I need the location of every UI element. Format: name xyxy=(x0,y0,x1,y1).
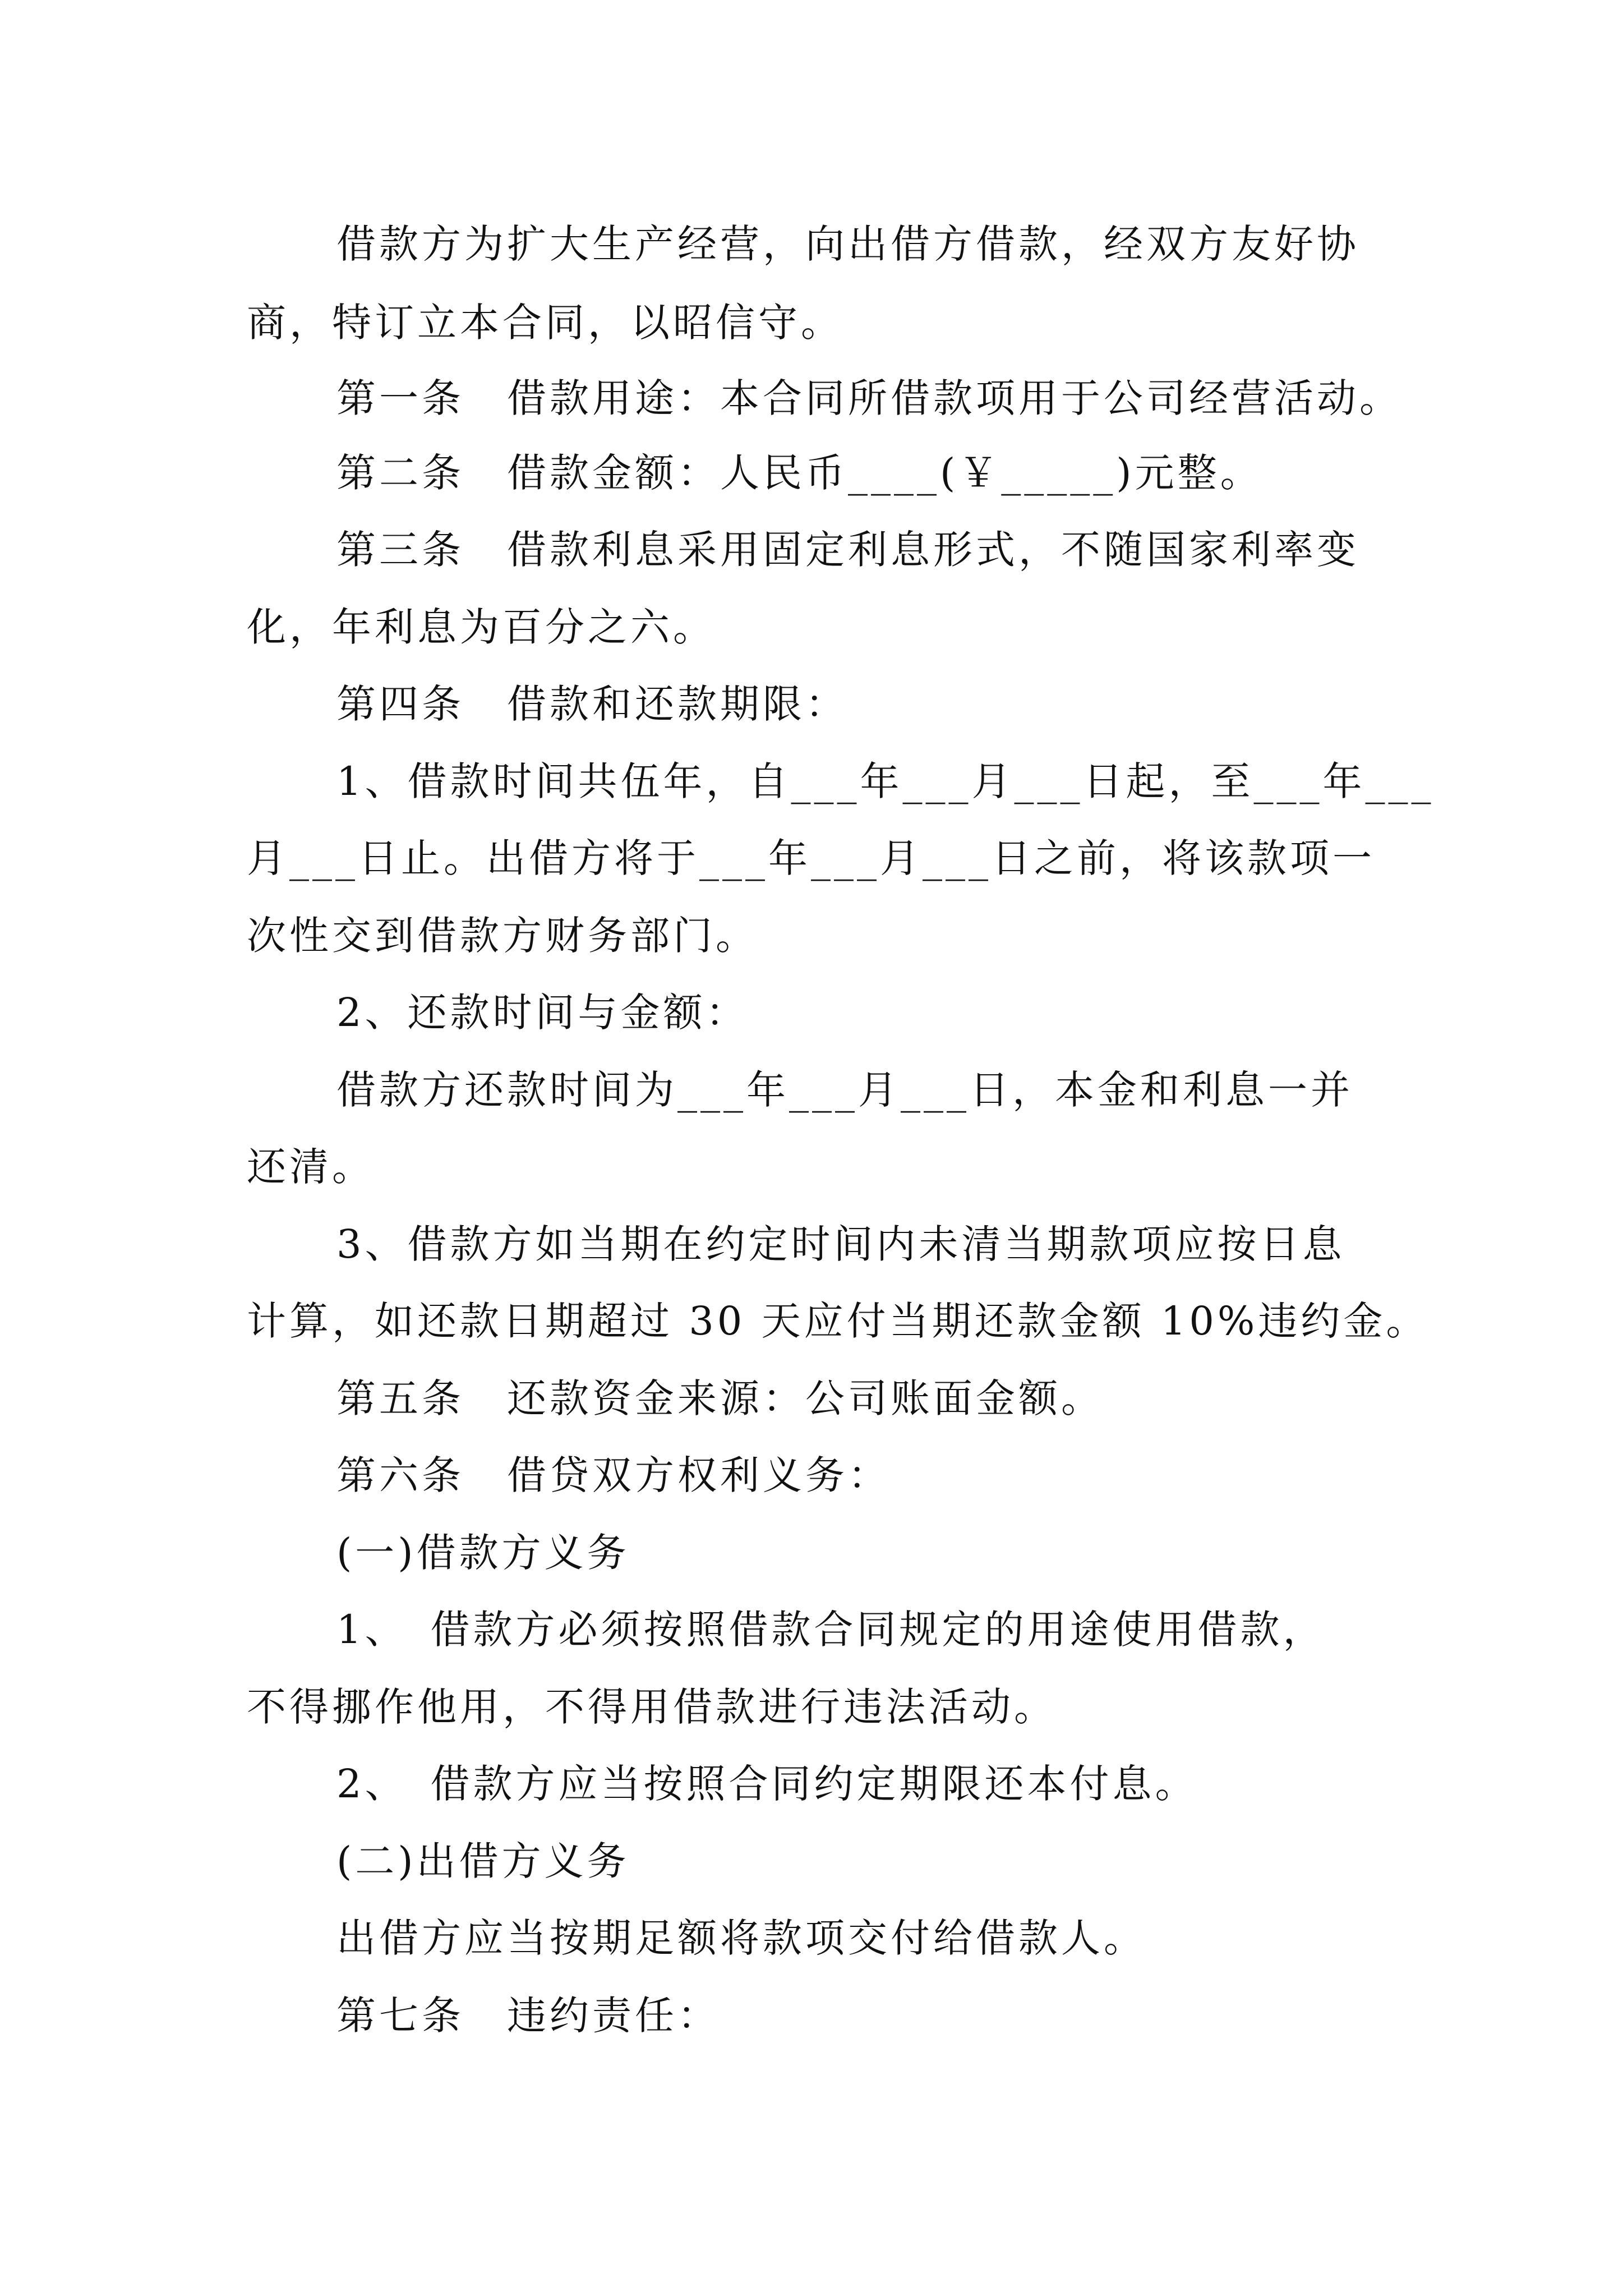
paragraph-line: 还清。 xyxy=(247,1144,375,1190)
article-3: 第三条 借款利息采用固定利息形式，不随国家利率变 xyxy=(336,527,1359,573)
article-2: 第二条 借款金额：人民币____(￥_____)元整。 xyxy=(336,450,1263,496)
article-4: 第四条 借款和还款期限： xyxy=(336,681,848,727)
paragraph-line: 出借方应当按期足额将款项交付给借款人。 xyxy=(336,1915,1146,1961)
paragraph-line: 化，年利息为百分之六。 xyxy=(247,604,716,650)
article-7: 第七条 违约责任： xyxy=(336,1993,720,2039)
paragraph-line: 次性交到借款方财务部门。 xyxy=(247,913,758,959)
article-6: 第六条 借贷双方权利义务： xyxy=(336,1452,891,1498)
sub-heading: (一)借款方义务 xyxy=(336,1530,630,1576)
paragraph-line: 计算，如还款日期超过 30 天应付当期还款金额 10%违约金。 xyxy=(247,1298,1429,1344)
list-item: 3、借款方如当期在约定时间内未清当期款项应按日息 xyxy=(336,1221,1345,1267)
paragraph-line: 借款方还款时间为___年___月___日，本金和利息一并 xyxy=(336,1067,1353,1113)
paragraph-line: 商，特订立本合同，以昭信守。 xyxy=(247,300,843,346)
article-5: 第五条 还款资金来源：公司账面金额。 xyxy=(336,1375,1104,1421)
sub-heading: (二)出借方义务 xyxy=(336,1838,630,1884)
list-item: 1、借款时间共伍年，自___年___月___日起，至___年___ xyxy=(336,758,1435,804)
list-item: 2、还款时间与金额： xyxy=(336,990,749,1036)
paragraph-line: 月___日止。出借方将于___年___月___日之前，将该款项一 xyxy=(247,835,1375,881)
article-1: 第一条 借款用途：本合同所借款项用于公司经营活动。 xyxy=(336,375,1402,421)
list-item: 2、 借款方应当按照合同约定期限还本付息。 xyxy=(336,1761,1198,1807)
paragraph-line: 不得挪作他用，不得用借款进行违法活动。 xyxy=(247,1684,1057,1730)
list-item: 1、 借款方必须按照借款合同规定的用途使用借款， xyxy=(336,1607,1326,1653)
paragraph-line: 借款方为扩大生产经营，向出借方借款，经双方友好协 xyxy=(336,221,1359,267)
